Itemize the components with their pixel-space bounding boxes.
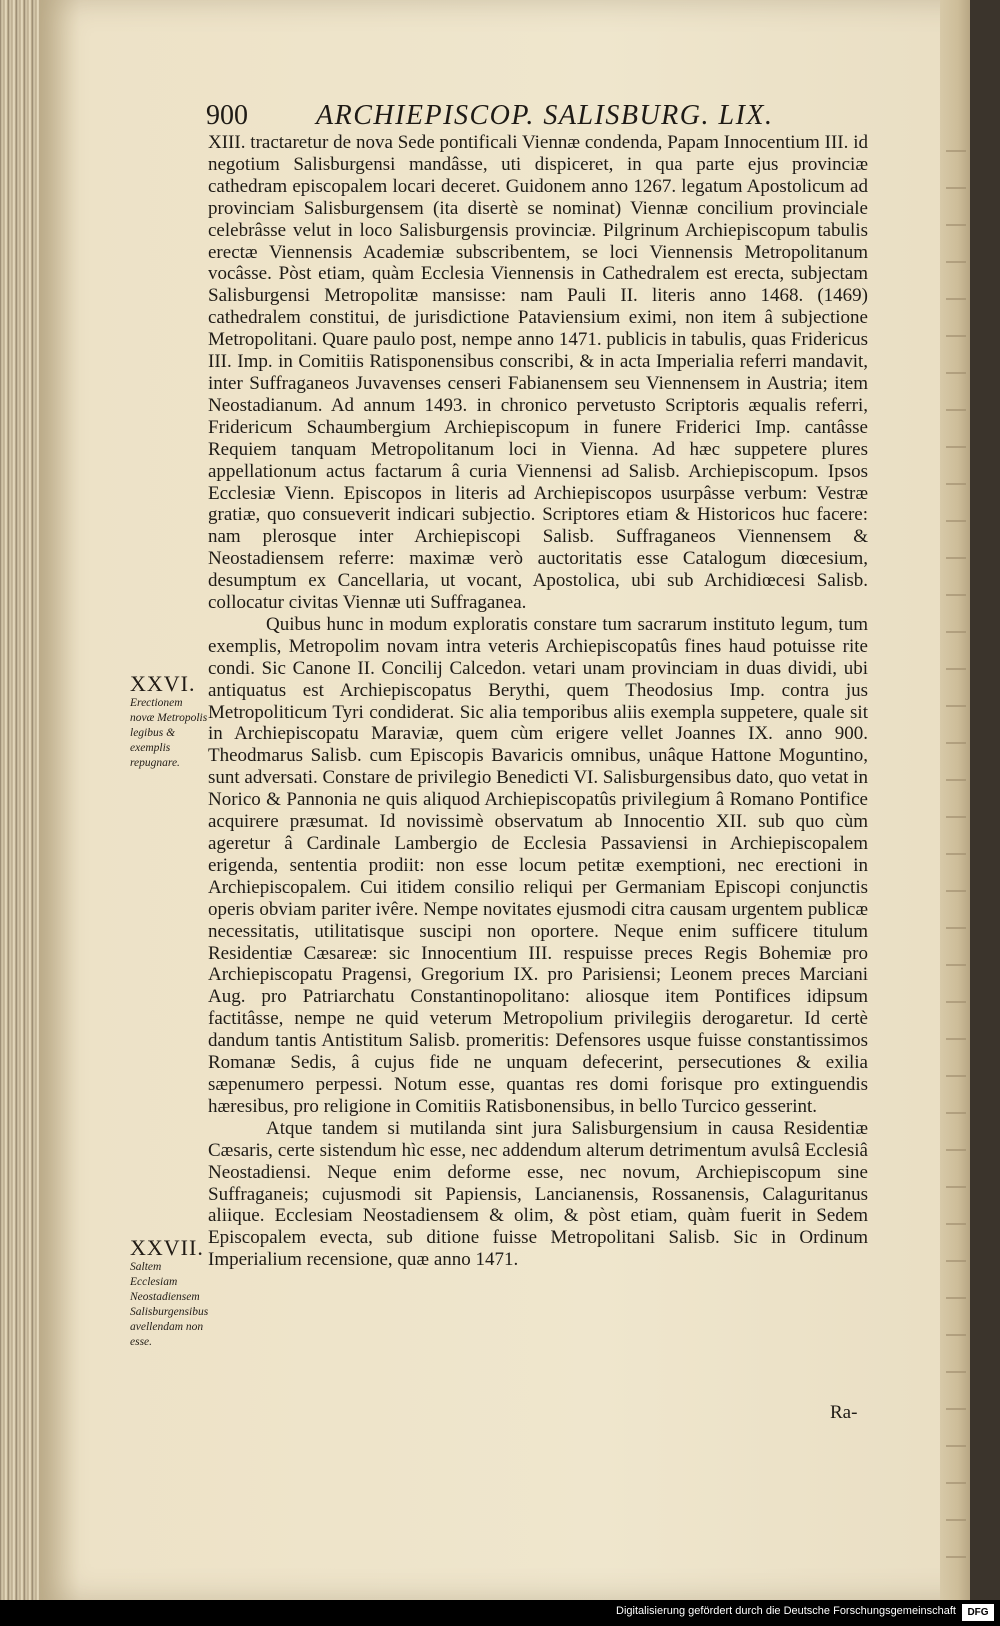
edge-tick xyxy=(946,631,966,633)
edge-tick xyxy=(946,964,966,966)
page-header xyxy=(206,100,906,134)
margin-note xyxy=(130,672,208,771)
edge-tick xyxy=(946,1482,966,1484)
margin-note-number: XXVII. xyxy=(130,1235,204,1260)
body-text xyxy=(208,132,868,1271)
edge-tick xyxy=(946,446,966,448)
facing-page-edge xyxy=(940,0,970,1600)
page-number: 900 xyxy=(206,100,248,131)
edge-tick xyxy=(946,1408,966,1410)
running-title: ARCHIEPISCOP. SALISBURG. LIX. xyxy=(316,100,774,131)
edge-tick xyxy=(946,224,966,226)
edge-tick xyxy=(946,298,966,300)
edge-tick xyxy=(946,1186,966,1188)
edge-tick xyxy=(946,1445,966,1447)
edge-tick xyxy=(946,927,966,929)
dfg-logo: DFG xyxy=(962,1604,994,1621)
book-spine xyxy=(0,0,42,1600)
edge-tick xyxy=(946,187,966,189)
edge-tick xyxy=(946,705,966,707)
edge-tick xyxy=(946,1260,966,1262)
footer-credit: Digitalisierung gefördert durch die Deutsche Forschungsgemeinschaft xyxy=(616,1605,956,1617)
margin-note-number: XXVI. xyxy=(130,671,196,696)
edge-tick xyxy=(946,594,966,596)
margin-note xyxy=(130,1236,208,1350)
edge-tick xyxy=(946,1297,966,1299)
edge-tick xyxy=(946,1223,966,1225)
edge-tick xyxy=(946,890,966,892)
edge-tick xyxy=(946,816,966,818)
edge-tick xyxy=(946,150,966,152)
edge-tick xyxy=(946,779,966,781)
edge-tick xyxy=(946,409,966,411)
paragraph: XIII. tractaretur de nova Sede pontificali Viennæ condenda, Papam Innocentium III. id negotium Salisburgensi mandâsse, uti dispiceret, in qua parte ejus provinciæ cathedram episcopalem locari deceret. Guidonem anno 1267. legatum Apostolicum ad provinciam Salisburgensem (ita disertè se nominat) Viennæ concilium provinciale celebrâsse velut in loco Salisburgensis provinciæ. Pilgrinum Archiepiscopum tabulis erectæ Viennensis Academiæ subscribentem, se loci Viennensis Metropolitanum vocâsse. Pòst etiam, quàm Ecclesia Viennensis in Cathedralem est erecta, subjectam Salisburgensi Metropolitæ mansisse: nam Pauli II. literis anno 1468. (1469) cathedralem constitui, de jurisdictione Pataviensium eximi, non item â subjectione Metropolitani. Quare paulo post, nempe anno 1471. publicis in tabulis, quas Fridericus III. Imp. in Comitiis Ratisponensibus conscribi, & in acta Imperialia referri mandavit, inter Suffraganeos Juvavenses censeri Fabianensem seu Viennensem in Austria; item Neostadianum. Ad annum 1493. in chronico pervetusto Scriptoris æqualis referri, Fridericum Schaumbergium Archiepiscopum in funere Friderici Imp. cantâsse Requiem tanquam Metropolitanum loci in Vienna. Ad hæc suppetere plures appellationum actus factarum â curia Viennensi ad Salisb. Archiepiscopum. Ipsos Ecclesiæ Vienn. Episcopos in literis ad Archiepiscopos usurpâsse verbum: Vestræ gratiæ, quo consueverit indicari subjectio. Scriptores etiam & Historicos huc facere: nam plerosque inter Archiepiscopi Salisb. Suffraganeos Viennensem & Neostadiensem referre: maximæ verò auctoritatis esse Catalogum diœcesium, desumptum ex Cancellaria, ut vocant, Apostolica, ubi sub Archidiœcesi Salisb. collocatur civitas Viennæ uti Suffraganea. xyxy=(208,132,868,614)
edge-tick xyxy=(946,742,966,744)
edge-tick xyxy=(946,372,966,374)
edge-tick xyxy=(946,557,966,559)
edge-tick xyxy=(946,1371,966,1373)
edge-tick xyxy=(946,1519,966,1521)
edge-tick xyxy=(946,668,966,670)
margin-note-text: Erectionem novæ Metropolis legibus & exemplis repugnare. xyxy=(130,697,208,769)
edge-tick xyxy=(946,853,966,855)
edge-tick xyxy=(946,1556,966,1558)
edge-tick xyxy=(946,261,966,263)
footer-bar xyxy=(0,1600,1000,1626)
edge-tick xyxy=(946,1334,966,1336)
edge-tick xyxy=(946,1149,966,1151)
edge-tick xyxy=(946,520,966,522)
edge-tick xyxy=(946,1112,966,1114)
paragraph: Quibus hunc in modum exploratis constare tum sacrarum instituto legum, tum exemplis, Metropolim novam intra veteris Archiepiscopatûs fines haud potuisse rite condi. Sic Canone II. Concilij Calcedon. vetari unam provinciam in duas dividi, ubi antiquatus est Archiepiscopatus Berythi, quem Theodosius Imp. contra jus Metropoliticum Tyri condiderat. Sic alia temporibus aliis exempla suppetere, quale sit in Archiepiscopatu Maraviæ, quem cùm erigere vellet Joannes IX. anno 900. Theodmarus Salisb. cum Episcopis Bavaricis omnibus, unâque Hattone Moguntino, sunt adversati. Constare de privilegio Benedicti VI. Salisburgensibus dato, quo vetat in Norico & Pannonia ne quis aliquod Archiepiscopatûs privilegium â Romano Pontifice acquirere præsumat. Id novissimè observatum ab Innocentio XII. sub quo cùm ageretur â Cardinale Lambergio de Ecclesia Passaviensi in Archiepiscopalem erigenda, sententia prodiit: non esse locum petitæ exemptioni, nec erectioni in Archiepiscopalem. Cui itidem consilio reliqui per Germaniam Episcopi conjunctis operis obviam pariter ivêre. Nempe novitates ejusmodi citra causam urgentem publicæ necessitatis, utilitatisque suscipi non oportere. Neque enim sufficere titulum Residentiæ Cæsareæ: sic Innocentium III. respuisse preces Regis Bohemiæ pro Archiepiscopatu Pragensi, Gregorium IX. pro Parisiensi; Leonem preces Marciani Aug. pro Patriarchatu Constantinopolitano: aliosque item Pontifices idipsum factitâsse, nempe ne quid veterum Metropolium privilegiis derogaretur. Id certè dandum tantis Antistitum Salisb. promeritis: Defensores usque fuisse constantissimos Romanæ Sedis, â cujus fide ne unquam defecerint, persecutiones & exilia sæpenumero perpessi. Notum esse, quantas res domi forisque pro extinguendis hæresibus, pro religione in Comitiis Ratisbonensibus, in bello Turcico gesserint. xyxy=(208,613,868,1117)
catchword: Ra- xyxy=(830,1402,858,1423)
margin-note-text: Saltem Ecclesiam Neostadiensem Salisburgensibus avellendam non esse. xyxy=(130,1261,209,1348)
edge-tick xyxy=(946,335,966,337)
edge-tick xyxy=(946,483,966,485)
edge-tick xyxy=(946,1001,966,1003)
paragraph: Atque tandem si mutilanda sint jura Salisburgensium in causa Residentiæ Cæsaris, certe sistendum hìc esse, nec addendum alterum detrimentum avulsâ Ecclesiâ Neostadiensi. Neque enim deforme esse, nec novum, Archiepiscopum sine Suffraganeis; cujusmodi sit Papiensis, Lancianensis, Rossanensis, Calaguritanus aliique. Ecclesiam Neostadiensem & olim, & pòst etiam, quàm fuerit in Sedem Episcopalem evecta, sub ditione fuisse Metropolitani Salisb. Sic in Ordinum Imperialium recensione, quæ anno 1471. xyxy=(208,1117,868,1271)
edge-tick xyxy=(946,1075,966,1077)
edge-tick xyxy=(946,1038,966,1040)
